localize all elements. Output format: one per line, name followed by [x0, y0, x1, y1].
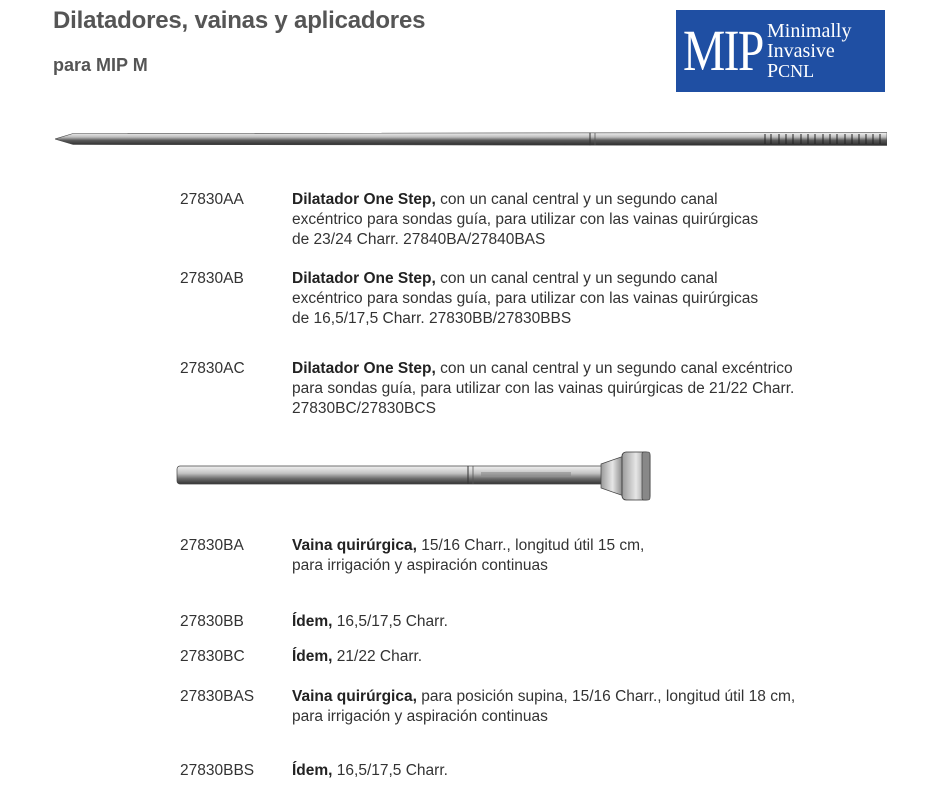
product-description: Dilatador One Step, con un canal central y un segundo canal excéntrico para sondas guía, para utilizar con las vainas quirúrgicas de 16,5/17,5 Charr. 27830BB/27830BBS — [292, 270, 759, 327]
product-row — [180, 761, 890, 781]
product-row — [180, 536, 890, 576]
product-row — [180, 359, 890, 419]
product-name: Dilatador One Step, — [292, 360, 436, 377]
product-code: 27830BAS — [180, 688, 255, 705]
product-name: Vaina quirúrgica, — [292, 537, 417, 554]
product-name: Vaina quirúrgica, — [292, 688, 417, 705]
product-row — [180, 269, 890, 329]
product-description: Dilatador One Step, con un canal central y un segundo canal excéntrico para sondas guía, para utilizar con las vainas quirúrgicas de 21/22 Charr. 27830BC/27830BCS — [292, 360, 795, 417]
product-row — [180, 687, 890, 727]
product-description: Vaina quirúrgica, para posición supina, 15/16 Charr., longitud útil 18 cm, para irrigación y aspiración continuas — [292, 688, 796, 725]
product-name: Ídem, — [292, 648, 333, 665]
logo-line-2: Invasive — [767, 40, 835, 62]
product-name: Ídem, — [292, 613, 333, 630]
page-title: Dilatadores, vainas y aplicadores — [53, 7, 426, 34]
product-name: Dilatador One Step, — [292, 191, 436, 208]
logo-line-1: Minimally — [767, 20, 852, 42]
product-name: Dilatador One Step, — [292, 270, 436, 287]
logo-mark: MIP — [683, 18, 763, 83]
product-row — [180, 612, 890, 632]
product-code: 27830BA — [180, 537, 244, 554]
product-code: 27830AA — [180, 191, 244, 208]
product-description: Ídem, 16,5/17,5 Charr. — [292, 762, 448, 779]
product-code: 27830AC — [180, 360, 245, 377]
sheath-image — [176, 448, 654, 504]
product-code: 27830AB — [180, 270, 244, 287]
product-row — [180, 190, 890, 250]
product-code: 27830BB — [180, 613, 244, 630]
product-code: 27830BBS — [180, 762, 255, 779]
logo-line-3 — [767, 61, 851, 81]
mip-logo — [676, 10, 885, 92]
product-row — [180, 647, 890, 667]
product-description: Ídem, 21/22 Charr. — [292, 648, 423, 665]
logo-line-3-rest: CNL — [778, 61, 815, 81]
product-description: Dilatador One Step, con un canal central y un segundo canal excéntrico para sondas guía, para utilizar con las vainas quirúrgicas de 23/24 Charr. 27840BA/27840BAS — [292, 191, 759, 248]
product-code: 27830BC — [180, 648, 245, 665]
product-name: Ídem, — [292, 762, 333, 779]
product-description: Vaina quirúrgica, 15/16 Charr., longitud útil 15 cm, para irrigación y aspiración continuas — [292, 537, 645, 574]
product-description: Ídem, 16,5/17,5 Charr. — [292, 613, 448, 630]
logo-text — [767, 21, 851, 81]
page-subtitle: para MIP M — [53, 55, 148, 75]
dilator-image — [55, 128, 887, 150]
logo-line-3-initial: P — [767, 60, 779, 82]
